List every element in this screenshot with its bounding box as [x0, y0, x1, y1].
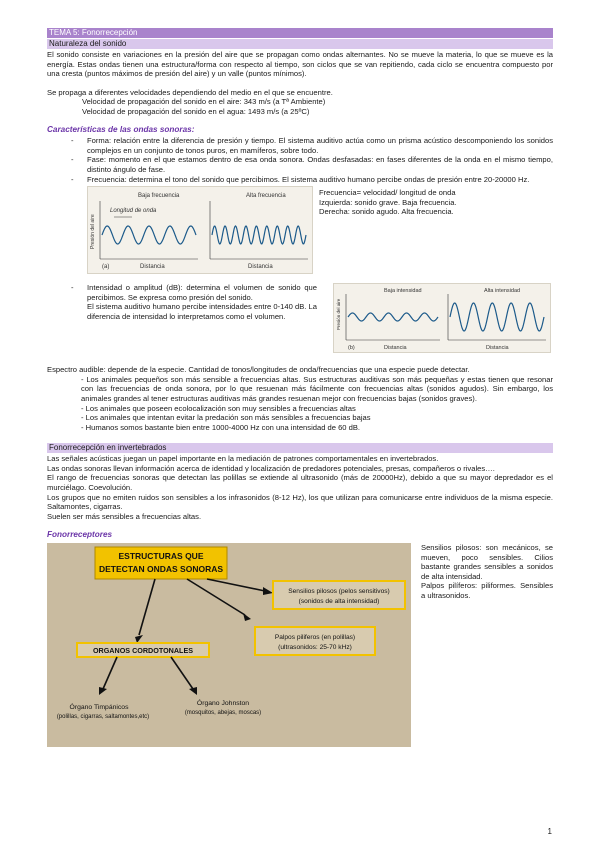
invertebrate-paragraph: Los grupos que no emiten ruidos son sensibles a los infrasonidos (8-12 Hz), los que utilizan para comunicarse entre individuos de la misma especie. Saltamontes, cigarras. — [47, 492, 553, 512]
high-intensity-label: Alta intensidad — [484, 288, 521, 295]
section-heading-invertebrates: Fonorrecepción en invertebrados — [47, 443, 553, 453]
arrow-to-cordotonales — [139, 579, 155, 635]
pilosos-line2: (sonidos de alta intensidad) — [298, 598, 380, 606]
list-item: - Humanos somos bastante bien entre 1000-4000 Hz con una intensidad de 60 dB. — [81, 422, 361, 432]
characteristics-heading: Características de las ondas sonoras: — [47, 124, 195, 134]
x-axis-label-right: Distancia — [248, 264, 273, 271]
intensity-block — [47, 283, 317, 353]
list-item: - Frecuencia: determina el tono del sonido que percibimos. El sistema auditivo humano percibe ondas de presión entre 20-20000 Hz. — [71, 175, 553, 185]
invertebrate-paragraph: Las ondas sonoras llevan información acerca de identidad y localización de predadores potenciales, presas, compañeros o rivales…. — [47, 463, 495, 473]
x-axis-label-left: Distancia — [384, 345, 407, 352]
invertebrate-paragraph: Suelen ser más sensibles a frecuencias altas. — [47, 511, 202, 521]
spectrum-list — [47, 375, 553, 433]
fonoreceptor-diagram — [47, 543, 411, 747]
propagation-paragraph: Se propaga a diferentes velocidades dependiendo del medio en el que se encuentre. — [47, 87, 333, 97]
pilosos-line1: Sensilios pilosos (pelos sensitivos) — [288, 588, 390, 596]
low-intensity-wave — [348, 313, 438, 321]
fonoreceptores-heading: Fonorreceptores — [47, 530, 113, 540]
list-item: - Los animales que intentan evitar la predación son más sensibles a frecuencias bajas — [81, 413, 371, 423]
topic-title: TEMA 5: Fonorrecepción — [47, 28, 553, 38]
high-frequency-label: Alta frecuencia — [246, 193, 286, 200]
frequency-notes — [313, 186, 457, 274]
list-item: - Forma: relación entre la diferencia de presión y tiempo. El sistema auditivo actúa como un prisma acústico descomponiendo los sonidos complejos en un conjunto de tonos puros, en mamíferos, sobre todo. — [71, 136, 553, 155]
arrow-to-timpanico — [103, 657, 117, 689]
intensity-figure — [333, 283, 551, 353]
fonoreceptor-notes — [411, 543, 553, 747]
arrowhead — [243, 613, 251, 621]
palpos-line1: Palpos piliferos (en polillas) — [274, 634, 356, 642]
intro-paragraph: El sonido consiste en variaciones en la presión del aire que se propagan como ondas alternantes. No se mueve la materia, lo que se mueve es la energía. Estas ondas tienen una estructura/forma con respecto al tiempo, son ciclos que se van repitiendo, cada ciclo se encuentra compuesto por una cresta (puntos máximos de presión del aire) y un valle (puntos mínimos). — [47, 50, 553, 79]
arrowhead — [263, 587, 273, 595]
x-axis-label-left: Distancia — [140, 264, 165, 271]
low-frequency-note: Izquierda: sonido grave. Baja frecuencia. — [319, 197, 457, 207]
section-heading-sound-nature: Naturaleza del sonido — [47, 39, 553, 49]
arrowhead — [99, 687, 107, 695]
list-item: - Fase: momento en el que estamos dentro de esa onda sonora. Ondas desfasadas: en fases diferentes de la onda en el mismo tiempo, distinto ángulo de fase. — [71, 155, 553, 174]
figure-label-a: (a) — [102, 264, 110, 271]
invertebrate-paragraph: Las señales acústicas juegan un papel importante en la mediación de patrones comportamentales en invertebrados. — [47, 454, 439, 464]
spectrum-lead: Espectro audible: depende de la especie. Cantidad de tonos/longitudes de onda/frecuencias que una especie puede detectar. — [47, 365, 470, 375]
low-frequency-label: Baja frecuencia — [138, 193, 180, 200]
high-frequency-note: Derecha: sonido agudo. Alta frecuencia. — [319, 207, 454, 217]
arrow-to-johnston — [171, 657, 193, 689]
low-intensity-label: Baja intensidad — [384, 288, 422, 295]
frequency-figure — [87, 186, 313, 274]
arrowhead — [135, 635, 143, 643]
x-axis-label-right: Distancia — [486, 345, 509, 352]
invertebrate-paragraph: El rango de frecuencias sonoras que detectan las polillas se extiende al ultrasonido (más de 20000Hz), debido a que su mayor depredador es el murciélago. Coevolución. — [47, 473, 553, 493]
wavelength-label: Longitud de onda — [110, 208, 157, 215]
list-item: - Intensidad o amplitud (dB): determina el volumen de sonido que percibimos. Se expresa como presión del sonido. — [71, 283, 317, 302]
y-axis-label: Presión del aire — [90, 214, 96, 250]
pilosos-note: Sensilios pilosos: son mecánicos, se mueven, poco sensibles. Cilios bastante grandes sensibles a sonidos de alta intensidad. — [421, 543, 553, 581]
low-frequency-wave — [102, 226, 196, 244]
list-item: - Los animales que poseen ecolocalización son muy sensibles a frecuencias altas — [81, 403, 356, 413]
document-page — [47, 28, 553, 747]
characteristics-list — [47, 136, 553, 184]
johnston-line1: Órgano Johnston — [196, 700, 250, 708]
timpanico-line1: Órgano Timpánicos — [69, 704, 129, 712]
palpos-line2: (ultrasonidos: 25-70 kHz) — [278, 644, 352, 652]
main-title-line2: DETECTAN ONDAS SONORAS — [98, 564, 224, 575]
intensity-note: El sistema auditivo humano percibe intensidades entre 0-140 dB. La diferencia de intensidad lo interpretamos como el volumen. — [87, 302, 317, 321]
arrow-to-pilosos — [207, 579, 265, 591]
list-item: - Los animales pequeños son más sensible a frecuencias altas. Sus estructuras auditivas son más pequeñas y estas tienen que resonar con las frecuencias de onda sonora, por lo que resuenan más fácilmente con frecuencias altas (sonidos agudos). Sin embargo, los animales grandes al tener estructuras auditivas más grandes resuenan mejor con frecuencias bajas (sonidos graves). — [81, 374, 553, 403]
speed-water: Velocidad de propagación del sonido en el agua: 1493 m/s (a 25ºC) — [82, 106, 310, 116]
y-axis-label: Presión del aire — [336, 298, 341, 331]
high-frequency-wave — [212, 226, 306, 244]
figure-label-b: (b) — [348, 345, 355, 352]
main-title-line1: ESTRUCTURAS QUE — [118, 551, 204, 562]
page-number: 1 — [547, 827, 552, 836]
high-intensity-wave — [450, 303, 544, 331]
cordotonales-label: ORGANOS CORDOTONALES — [92, 646, 194, 656]
arrowhead — [189, 687, 197, 695]
timpanico-line2: (polillas, cigarras, saltamontes,etc) — [56, 714, 150, 721]
johnston-line2: (mosquitos, abejas, moscas) — [184, 710, 262, 717]
speed-air: Velocidad de propagación del sonido en el aire: 343 m/s (a Tª Ambiente) — [82, 97, 326, 107]
frequency-formula: Frecuencia= velocidad/ longitud de onda — [319, 188, 456, 198]
palpos-note: Palpos pilíferos: piliformes. Sensibles a ultrasonidos. — [421, 581, 553, 600]
